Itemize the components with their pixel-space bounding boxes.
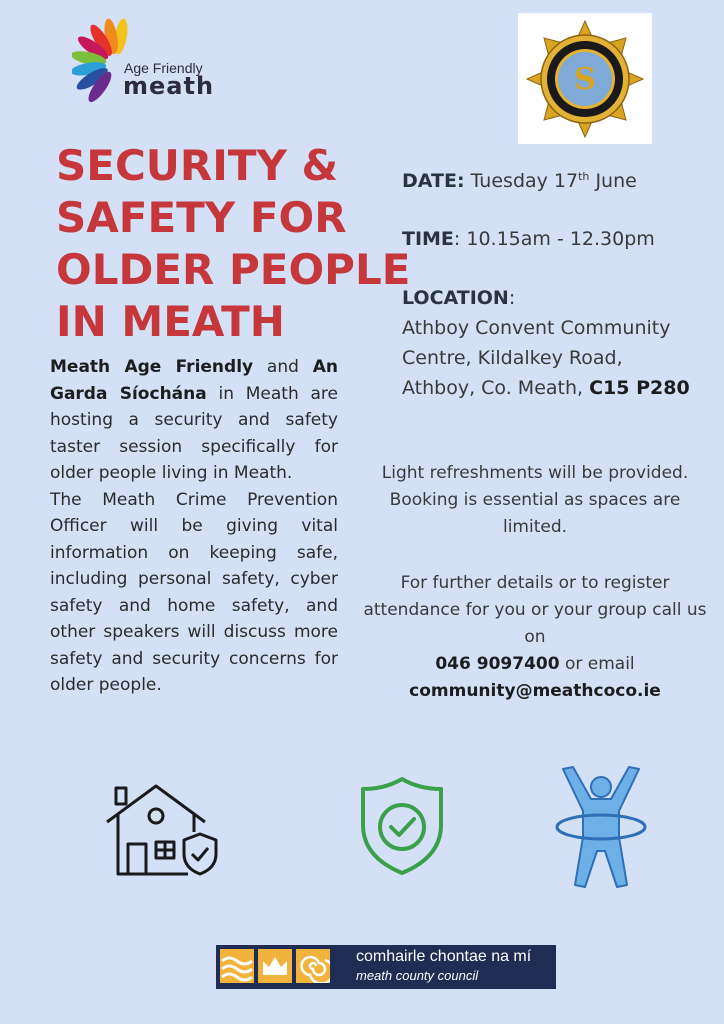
garda-badge-icon bbox=[518, 13, 652, 144]
date-label: DATE: bbox=[402, 170, 465, 192]
house-shield-icon bbox=[104, 782, 220, 880]
time-row bbox=[402, 224, 655, 254]
intro-bold-1: Meath Age Friendly bbox=[50, 357, 254, 377]
date-row bbox=[402, 166, 637, 196]
poster-title bbox=[56, 140, 411, 348]
intro-paragraph-1 bbox=[50, 354, 338, 487]
title-line: SAFETY FOR bbox=[56, 193, 347, 242]
council-name-english: meath county council bbox=[356, 968, 479, 983]
contact-phone[interactable]: 046 9097400 bbox=[435, 654, 560, 674]
waves-icon bbox=[220, 949, 254, 983]
contact-email-row bbox=[360, 678, 710, 705]
location-town: Athboy, Co. Meath, bbox=[402, 377, 590, 399]
crown-icon bbox=[258, 949, 292, 983]
svg-text:S: S bbox=[574, 62, 596, 97]
location-colon: : bbox=[508, 287, 516, 309]
intro-bold-2: An Garda Síochána bbox=[50, 357, 338, 404]
title-line: SECURITY & bbox=[56, 141, 339, 190]
title-line: OLDER PEOPLE bbox=[56, 245, 411, 294]
intro-text-2: in Meath are hosting a security and safety taster session specifically for older people living in Meath. bbox=[50, 383, 339, 483]
intro-text bbox=[50, 354, 338, 699]
contact-info bbox=[360, 570, 710, 705]
location-label-row bbox=[402, 283, 515, 313]
location-eircode: C15 P280 bbox=[589, 377, 690, 399]
refreshments-note: Light refreshments will be provided. Booking is essential as spaces are limited. bbox=[381, 463, 689, 537]
contact-text: For further details or to register attendance for you or your group call us on bbox=[363, 573, 707, 647]
location-line-2: Centre, Kildalkey Road, bbox=[402, 347, 623, 369]
location-label: LOCATION bbox=[402, 287, 509, 309]
title-line: IN MEATH bbox=[56, 297, 285, 346]
logo-line2: meath bbox=[123, 72, 215, 100]
contact-phone-row bbox=[360, 651, 710, 678]
spiral-icon bbox=[296, 949, 330, 983]
location-line-3 bbox=[402, 373, 722, 403]
date-month: June bbox=[589, 170, 637, 192]
council-name-irish: comhairle chontae na mí bbox=[356, 948, 532, 965]
shield-check-icon bbox=[357, 775, 447, 877]
time-label: TIME bbox=[402, 228, 454, 250]
council-logos bbox=[220, 949, 330, 985]
time-value: : 10.15am - 12.30pm bbox=[453, 228, 655, 250]
date-suffix: th bbox=[578, 170, 590, 183]
intro-text-1: and bbox=[253, 357, 313, 377]
logo-line1: Age Friendly bbox=[124, 60, 203, 76]
council-footer bbox=[216, 945, 556, 989]
garda-badge bbox=[518, 13, 652, 144]
intro-paragraph-2: The Meath Crime Prevention Officer will be giving vital information on keeping safe, including personal safety, cyber safety and home safety, and other speakers will discuss more safety and security concerns for older people. bbox=[50, 489, 338, 695]
location-line-1: Athboy Convent Community bbox=[402, 317, 671, 339]
location-address bbox=[402, 313, 722, 403]
date-value: Tuesday 17 bbox=[464, 170, 579, 192]
person-hula-hoop-icon bbox=[553, 765, 649, 893]
contact-email[interactable]: community@meathcoco.ie bbox=[409, 681, 661, 701]
contact-or-email: or email bbox=[559, 654, 635, 674]
